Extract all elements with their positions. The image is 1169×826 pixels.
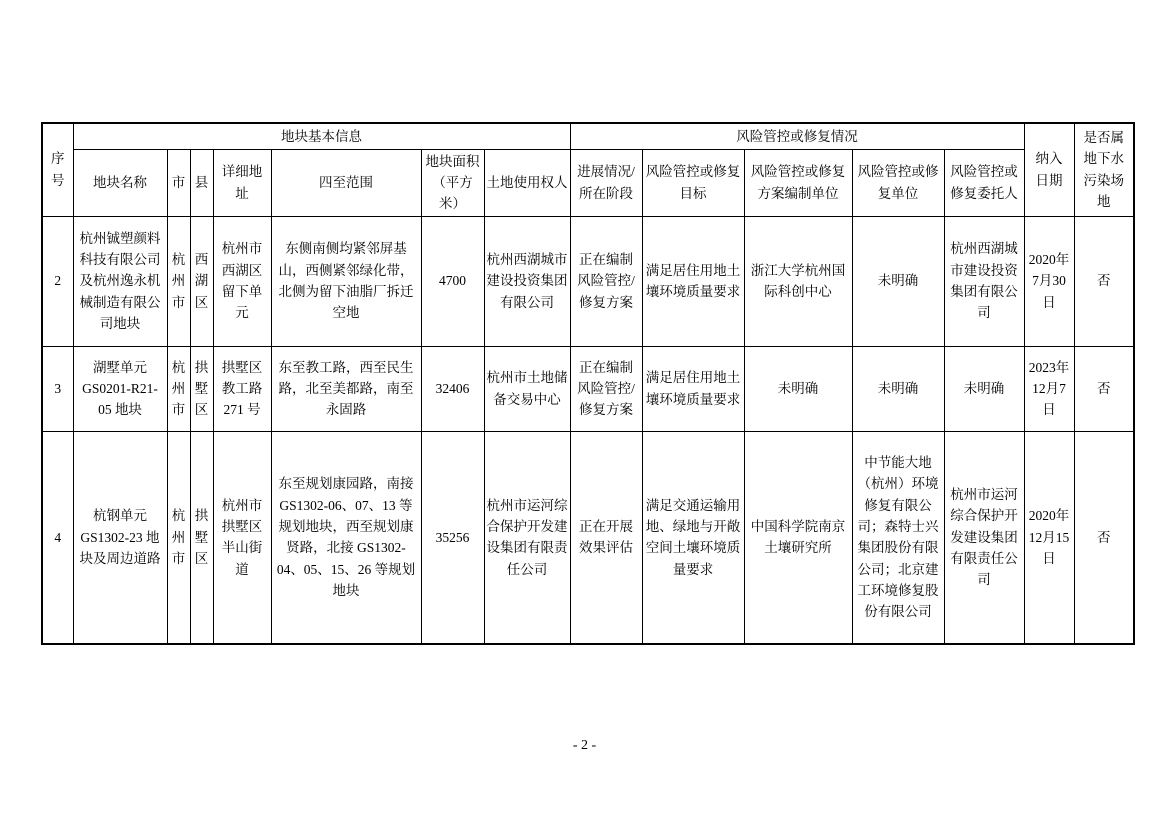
- cell-area: 35256: [421, 431, 484, 644]
- header-area: 地块面积（平方米）: [421, 149, 484, 216]
- cell-area: 32406: [421, 346, 484, 431]
- cell-city: 杭州市: [167, 346, 190, 431]
- cell-land-user: 杭州西湖城市建设投资集团有限公司: [484, 216, 570, 346]
- table-row: [42, 216, 1134, 346]
- header-column-row: [42, 149, 1134, 216]
- header-parcel-name: 地块名称: [73, 149, 167, 216]
- header-inclusion-date: 纳入日期: [1024, 123, 1074, 216]
- header-group-risk-info: 风险管控或修复情况: [570, 123, 1024, 149]
- cell-address: 杭州市西湖区留下单元: [213, 216, 271, 346]
- cell-client: 杭州市运河综合保护开发建设集团有限责任公司: [944, 431, 1024, 644]
- cell-target: 满足居住用地土壤环境质量要求: [642, 346, 744, 431]
- cell-boundaries: 东侧南侧均紧邻屏基山，西侧紧邻绿化带，北侧为留下油脂厂拆迁空地: [271, 216, 421, 346]
- table-row: [42, 346, 1134, 431]
- cell-area: 4700: [421, 216, 484, 346]
- header-group-row: [42, 123, 1134, 149]
- cell-target: 满足居住用地土壤环境质量要求: [642, 216, 744, 346]
- cell-parcel-name: 杭州铖塑颜料科技有限公司及杭州逸永机械制造有限公司地块: [73, 216, 167, 346]
- cell-client: 杭州西湖城市建设投资集团有限公司: [944, 216, 1024, 346]
- cell-progress: 正在开展效果评估: [570, 431, 642, 644]
- land-parcel-table: [41, 122, 1135, 645]
- cell-address: 杭州市拱墅区半山街道: [213, 431, 271, 644]
- cell-inclusion-date: 2023年12月7日: [1024, 346, 1074, 431]
- cell-parcel-name: 杭钢单元 GS1302-23 地块及周边道路: [73, 431, 167, 644]
- cell-repair-unit: 未明确: [852, 346, 944, 431]
- header-city: 市: [167, 149, 190, 216]
- page-number: - 2 -: [572, 738, 597, 753]
- cell-boundaries: 东至教工路，西至民生路，北至美都路，南至永固路: [271, 346, 421, 431]
- cell-inclusion-date: 2020年7月30日: [1024, 216, 1074, 346]
- header-group-basic-info: 地块基本信息: [73, 123, 570, 149]
- cell-county: 拱墅区: [190, 346, 213, 431]
- cell-land-user: 杭州市运河综合保护开发建设集团有限责任公司: [484, 431, 570, 644]
- cell-plan-unit: 未明确: [744, 346, 852, 431]
- cell-county: 西湖区: [190, 216, 213, 346]
- cell-serial: 2: [42, 216, 73, 346]
- header-serial: 序号: [42, 123, 73, 216]
- cell-progress: 正在编制风险管控/修复方案: [570, 216, 642, 346]
- cell-repair-unit: 中节能大地（杭州）环境修复有限公司；森特士兴集团股份有限公司；北京建工环境修复股份有限公司: [852, 431, 944, 644]
- header-groundwater: 是否属地下水污染场地: [1074, 123, 1134, 216]
- cell-serial: 4: [42, 431, 73, 644]
- header-address: 详细地址: [213, 149, 271, 216]
- cell-inclusion-date: 2020年12月15日: [1024, 431, 1074, 644]
- header-progress: 进展情况/所在阶段: [570, 149, 642, 216]
- cell-progress: 正在编制风险管控/修复方案: [570, 346, 642, 431]
- header-land-user: 土地使用权人: [484, 149, 570, 216]
- cell-city: 杭州市: [167, 431, 190, 644]
- cell-address: 拱墅区教工路 271 号: [213, 346, 271, 431]
- header-plan-unit: 风险管控或修复方案编制单位: [744, 149, 852, 216]
- cell-plan-unit: 浙江大学杭州国际科创中心: [744, 216, 852, 346]
- cell-target: 满足交通运输用地、绿地与开敞空间土壤环境质量要求: [642, 431, 744, 644]
- cell-repair-unit: 未明确: [852, 216, 944, 346]
- header-target: 风险管控或修复目标: [642, 149, 744, 216]
- cell-county: 拱墅区: [190, 431, 213, 644]
- cell-groundwater: 否: [1074, 216, 1134, 346]
- cell-plan-unit: 中国科学院南京土壤研究所: [744, 431, 852, 644]
- header-county: 县: [190, 149, 213, 216]
- cell-groundwater: 否: [1074, 346, 1134, 431]
- header-client: 风险管控或修复委托人: [944, 149, 1024, 216]
- cell-city: 杭州市: [167, 216, 190, 346]
- cell-boundaries: 东至规划康园路，南接 GS1302-06、07、13 等规划地块，西至规划康贤路，北接 GS1302-04、05、15、26 等规划地块: [271, 431, 421, 644]
- cell-land-user: 杭州市土地储备交易中心: [484, 346, 570, 431]
- cell-parcel-name: 湖墅单元 GS0201-R21-05 地块: [73, 346, 167, 431]
- cell-client: 未明确: [944, 346, 1024, 431]
- table-row: [42, 431, 1134, 644]
- cell-groundwater: 否: [1074, 431, 1134, 644]
- header-boundaries: 四至范围: [271, 149, 421, 216]
- header-repair-unit: 风险管控或修复单位: [852, 149, 944, 216]
- cell-serial: 3: [42, 346, 73, 431]
